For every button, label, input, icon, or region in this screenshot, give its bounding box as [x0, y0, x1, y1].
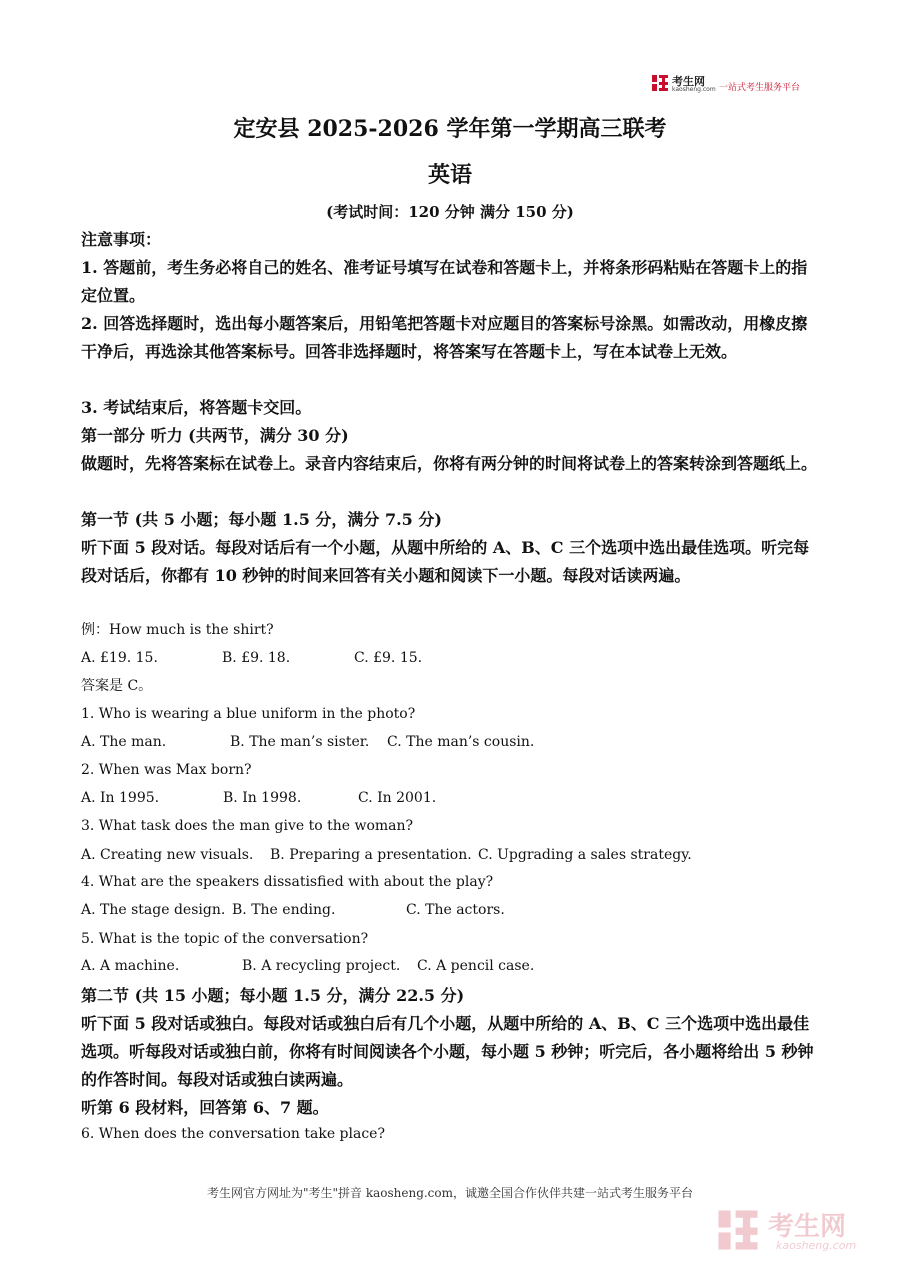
watermark-name: 考生网 [768, 1212, 847, 1242]
logo-url: kaosheng.com [672, 86, 716, 93]
example-option-a: A. £19. 15. [81, 650, 158, 666]
material-6-heading: 听第 6 段材料，回答第 6、7 题。 [81, 1098, 329, 1117]
q5-option-c: C. A pencil case. [417, 958, 535, 974]
question-2: 2. When was Max born? [81, 762, 252, 778]
question-1: 1. Who is wearing a blue uniform in the photo? [81, 706, 416, 722]
note-item-2: 2. 回答选择题时，选出每小题答案后，用铅笔把答题卡对应题目的答案标号涂黑。如需改动，用橡皮擦干净后，再选涂其他答案标号。回答非选择题时，将答案写在答题卡上，写在本试卷上无效。 [81, 314, 808, 361]
question-6: 6. When does the conversation take place? [81, 1126, 385, 1142]
section1-intro: 听下面 5 段对话。每段对话后有一个小题，从题中所给的 A、B、C 三个选项中选出最佳选项。听完每段对话后，你都有 10 秒钟的时间来回答有关小题和阅读下一小题。每段对话读两遍。 [81, 538, 810, 585]
exam-subject: 英语 [427, 162, 472, 188]
section2-heading: 第二节 (共 15 小题；每小题 1.5 分，满分 22.5 分) [81, 986, 465, 1005]
section1-heading: 第一节 (共 5 小题；每小题 1.5 分，满分 7.5 分) [81, 510, 442, 529]
watermark-logo-icon [716, 1208, 760, 1252]
logo-name: 考生网 [672, 75, 705, 88]
q3-option-c: C. Upgrading a sales strategy. [478, 847, 692, 863]
watermark-url: kaosheng.com [776, 1239, 857, 1252]
q5-option-b: B. A recycling project. [242, 958, 401, 974]
q2-option-b: B. In 1998. [223, 790, 302, 806]
kaosheng-logo-icon [651, 74, 669, 92]
question-3: 3. What task does the man give to the woman? [81, 818, 414, 834]
example-options [81, 648, 821, 668]
note-item-3: 3. 考试结束后，将答题卡交回。 [81, 398, 312, 417]
example-question: 例：How much is the shirt? [81, 622, 274, 638]
q1-option-b: B. The man’s sister. [230, 734, 370, 750]
logo-slogan: 一站式考生服务平台 [719, 83, 801, 93]
footer-text: 考生网官方网址为"考生"拼音 kaosheng.com，诚邀全国合作伙伴共建一站式考生服务平台 [206, 1186, 694, 1200]
section2-intro: 听下面 5 段对话或独白。每段对话或独白后有几个小题，从题中所给的 A、B、C 三个选项中选出最佳选项。听每段对话或独白前，你将有时间阅读各个小题，每小题 5 秒钟；听完后，各小题将给出 5 秒钟的作答时间。每段对话或独白读两遍。 [81, 1014, 814, 1089]
question-1-options [81, 732, 821, 752]
exam-info: (考试时间：120 分钟 满分 150 分) [326, 203, 574, 221]
watermark [716, 1206, 886, 1256]
example-option-b: B. £9. 18. [222, 650, 291, 666]
q3-option-a: A. Creating new visuals. [81, 847, 254, 863]
q3-option-b: B. Preparing a presentation. [270, 847, 472, 863]
header-logo [651, 73, 821, 95]
q4-option-a: A. The stage design. [81, 902, 226, 918]
q2-option-c: C. In 2001. [358, 790, 437, 806]
q2-option-a: A. In 1995. [81, 790, 160, 806]
question-4-options [81, 900, 821, 920]
question-3-options [81, 845, 821, 865]
part1-intro: 做题时，先将答案标在试卷上。录音内容结束后，你将有两分钟的时间将试卷上的答案转涂到答题纸上。 [81, 454, 818, 473]
question-4: 4. What are the speakers dissatisfied with about the play? [81, 874, 494, 890]
question-5-options [81, 956, 821, 976]
q4-option-b: B. The ending. [232, 902, 336, 918]
notes-heading: 注意事项： [81, 230, 162, 249]
q1-option-c: C. The man’s cousin. [387, 734, 535, 750]
q5-option-a: A. A machine. [81, 958, 180, 974]
q1-option-a: A. The man. [81, 734, 167, 750]
part1-heading: 第一部分 听力 (共两节，满分 30 分) [81, 426, 349, 445]
note-item-1: 1. 答题前，考生务必将自己的姓名、准考证号填写在试卷和答题卡上，并将条形码粘贴在答题卡上的指定位置。 [81, 258, 808, 305]
question-2-options [81, 788, 821, 808]
q4-option-c: C. The actors. [406, 902, 505, 918]
question-5: 5. What is the topic of the conversation? [81, 931, 369, 947]
example-option-c: C. £9. 15. [354, 650, 423, 666]
example-answer: 答案是 C。 [81, 678, 153, 694]
exam-title: 定安县 2025-2026 学年第一学期高三联考 [233, 116, 667, 142]
